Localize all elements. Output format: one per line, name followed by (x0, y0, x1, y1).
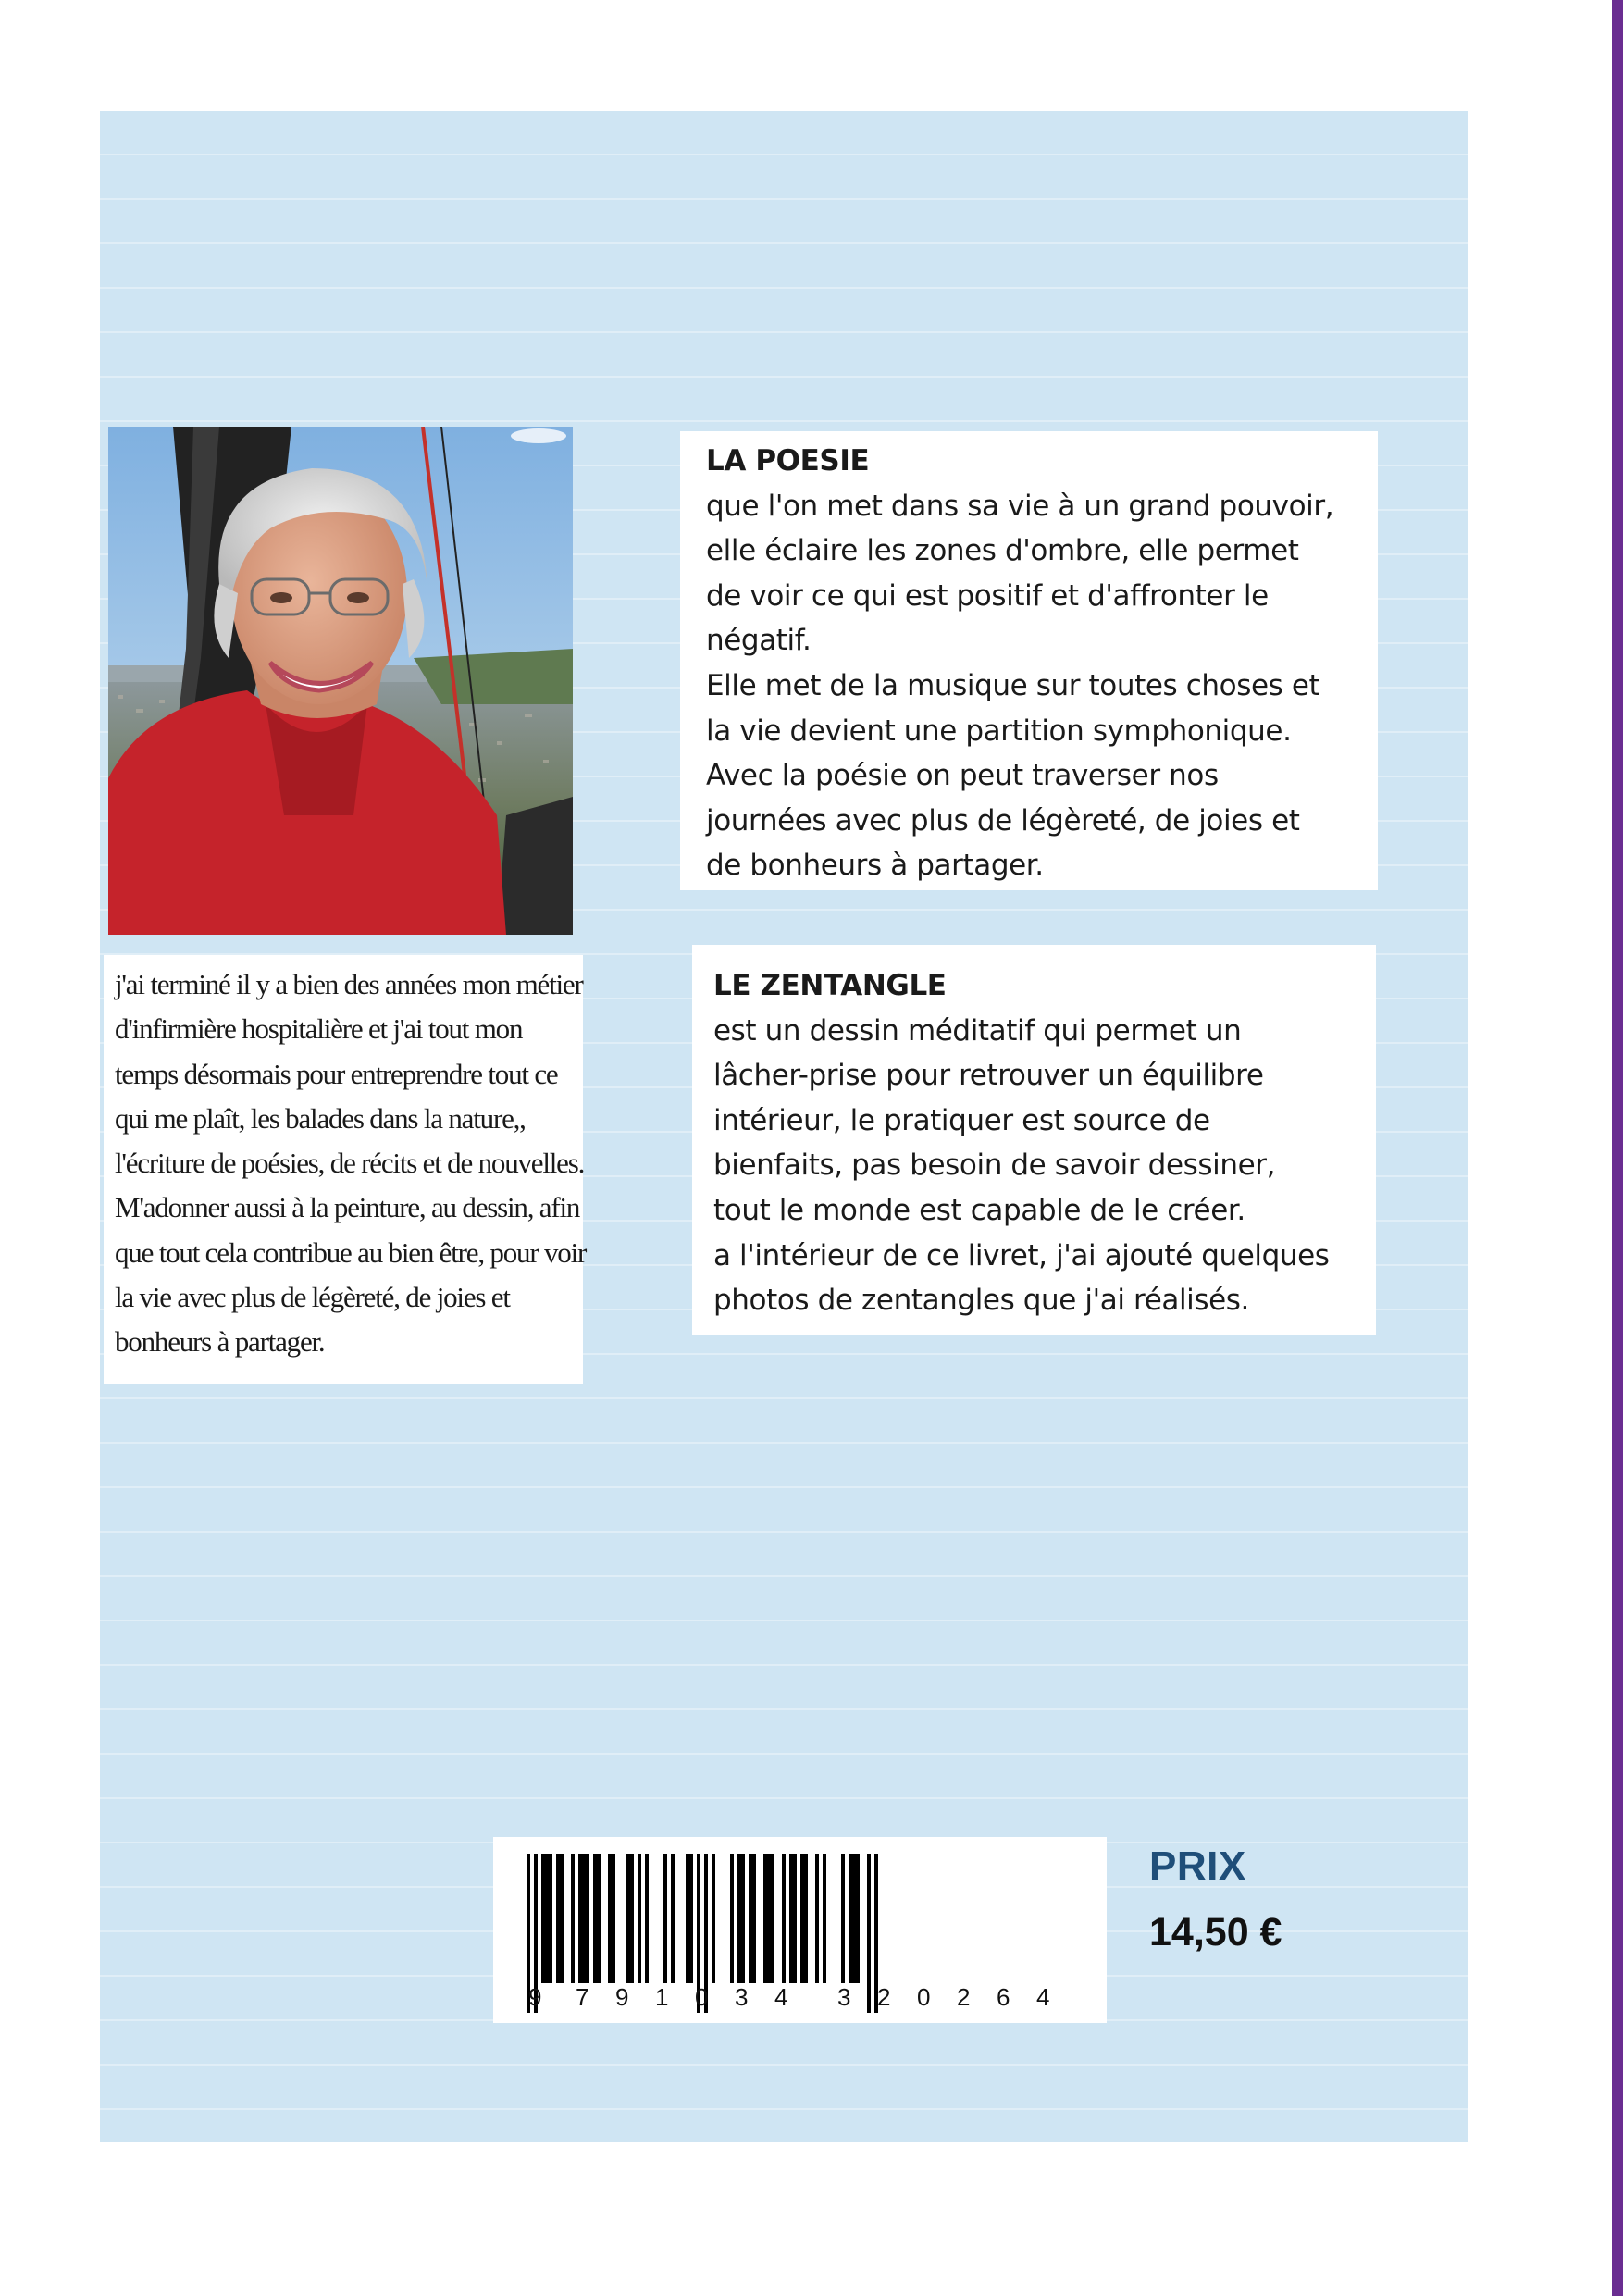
barcode-bar (671, 1854, 675, 1983)
barcode-bar (638, 1854, 641, 1983)
bio-line: qui me plaît, les balades dans la nature,, (115, 1101, 526, 1135)
barcode-digit: 0 (695, 1983, 709, 2011)
author-bio-box (104, 955, 587, 1384)
poesie-line: de bonheurs à partager. (706, 849, 1044, 883)
barcode-bar (612, 1854, 615, 1983)
poesie-line: négatif. (706, 624, 812, 658)
barcode-digit: 6 (997, 1983, 1010, 2011)
barcode-bar (686, 1854, 689, 1983)
bio-line: M'adonner aussi à la peinture, au dessin, afin (115, 1191, 580, 1224)
barcode-digit: 9 (528, 1983, 542, 2011)
zentangle-line: lâcher-prise pour retrouver un équilibre (713, 1059, 1264, 1093)
barcode-bar (767, 1854, 771, 1983)
barcode-bar (771, 1854, 774, 1983)
barcode-digits (493, 1983, 1107, 2013)
bio-line: la vie avec plus de légèreté, de joies et (115, 1281, 510, 1314)
barcode-bar (804, 1854, 808, 1983)
barcode-digit: 1 (655, 1983, 669, 2011)
barcode-bar (730, 1854, 734, 1983)
barcode-bar (626, 1854, 630, 1983)
barcode-bar (586, 1854, 589, 1983)
barcode-bar (645, 1854, 649, 1983)
barcode-bar (597, 1854, 601, 1983)
barcode-bar (782, 1854, 786, 1983)
barcode-digit: 7 (576, 1983, 589, 2011)
barcode-bar (571, 1854, 575, 1983)
barcode-bar (608, 1854, 612, 1983)
barcode-bar (578, 1854, 582, 1983)
barcode-bar (549, 1854, 552, 1983)
price-value: 14,50 € (1149, 1910, 1282, 1955)
barcode-bar (815, 1854, 819, 1983)
poesie-line: que l'on met dans sa vie à un grand pouvoir, (706, 489, 1334, 523)
zentangle-line: intérieur, le pratiquer est source de (713, 1103, 1210, 1137)
barcode-bar (630, 1854, 634, 1983)
zentangle-line: est un dessin méditatif qui permet un (713, 1013, 1242, 1048)
barcode-digit: 3 (837, 1983, 851, 2011)
zentangle-line: tout le monde est capable de le créer. (713, 1193, 1245, 1227)
barcode-bar (663, 1854, 667, 1983)
barcode-bar (593, 1854, 597, 1983)
barcode-bar (712, 1854, 715, 1983)
bio-line: j'ai terminé il y a bien des années mon métier (115, 968, 583, 1000)
barcode-bar (789, 1854, 793, 1983)
barcode-bar (823, 1854, 826, 1983)
barcode-bar (841, 1854, 845, 1983)
poesie-line: journées avec plus de légèreté, de joies et (706, 803, 1300, 838)
barcode-bar (560, 1854, 564, 1983)
barcode-bar (763, 1854, 767, 1983)
bio-line: temps désormais pour entreprendre tout ce (115, 1057, 558, 1090)
barcode-bar (749, 1854, 752, 1983)
poesie-line: la vie devient une partition symphonique. (706, 714, 1292, 748)
barcode-bar (737, 1854, 741, 1983)
barcode-bar (849, 1854, 852, 1983)
barcode-bar (556, 1854, 560, 1983)
barcode-bar (852, 1854, 856, 1983)
bio-line: que tout cela contribue au bien être, pour voir (115, 1235, 587, 1269)
barcode-digit: 2 (957, 1983, 971, 2011)
barcode-digit: 9 (615, 1983, 629, 2011)
zentangle-text-box (692, 945, 1376, 1335)
barcode-digit: 0 (917, 1983, 931, 2011)
barcode-bar (689, 1854, 693, 1983)
price-label: PRIX (1149, 1843, 1246, 1889)
poesie-heading: LA POESIE (706, 444, 870, 478)
spine-edge (1612, 0, 1623, 2296)
barcode-bar (741, 1854, 745, 1983)
poesie-line: Elle met de la musique sur toutes choses et (706, 668, 1320, 702)
author-photo (108, 427, 573, 935)
zentangle-heading: LE ZENTANGLE (713, 969, 947, 1002)
poesie-line: de voir ce qui est positif et d'affronter le (706, 578, 1269, 613)
poesie-line: elle éclaire les zones d'ombre, elle permet (706, 534, 1299, 568)
barcode-bar (545, 1854, 549, 1983)
isbn-barcode (493, 1837, 1107, 2023)
zentangle-line: bienfaits, pas besoin de savoir dessiner, (713, 1148, 1276, 1183)
barcode-digit: 4 (1036, 1983, 1050, 2011)
bio-line: d'infirmière hospitalière et j'ai tout mon (115, 1012, 523, 1046)
zentangle-line: photos de zentangles que j'ai réalisés. (713, 1284, 1250, 1318)
barcode-bar (793, 1854, 797, 1983)
barcode-bar (752, 1854, 756, 1983)
barcode-bar (582, 1854, 586, 1983)
poesie-text-box (680, 431, 1378, 890)
barcode-digit: 3 (735, 1983, 749, 2011)
bio-line: l'écriture de poésies, de récits et de nouvelles. (115, 1147, 585, 1180)
barcode-digit: 2 (877, 1983, 891, 2011)
zentangle-line: a l'intérieur de ce livret, j'ai ajouté quelques (713, 1238, 1330, 1272)
barcode-digit: 4 (774, 1983, 788, 2011)
barcode-bar (541, 1854, 545, 1983)
barcode-bar (856, 1854, 860, 1983)
bio-line: bonheurs à partager. (115, 1325, 325, 1359)
barcode-bar (800, 1854, 804, 1983)
poesie-line: Avec la poésie on peut traverser nos (706, 759, 1219, 793)
